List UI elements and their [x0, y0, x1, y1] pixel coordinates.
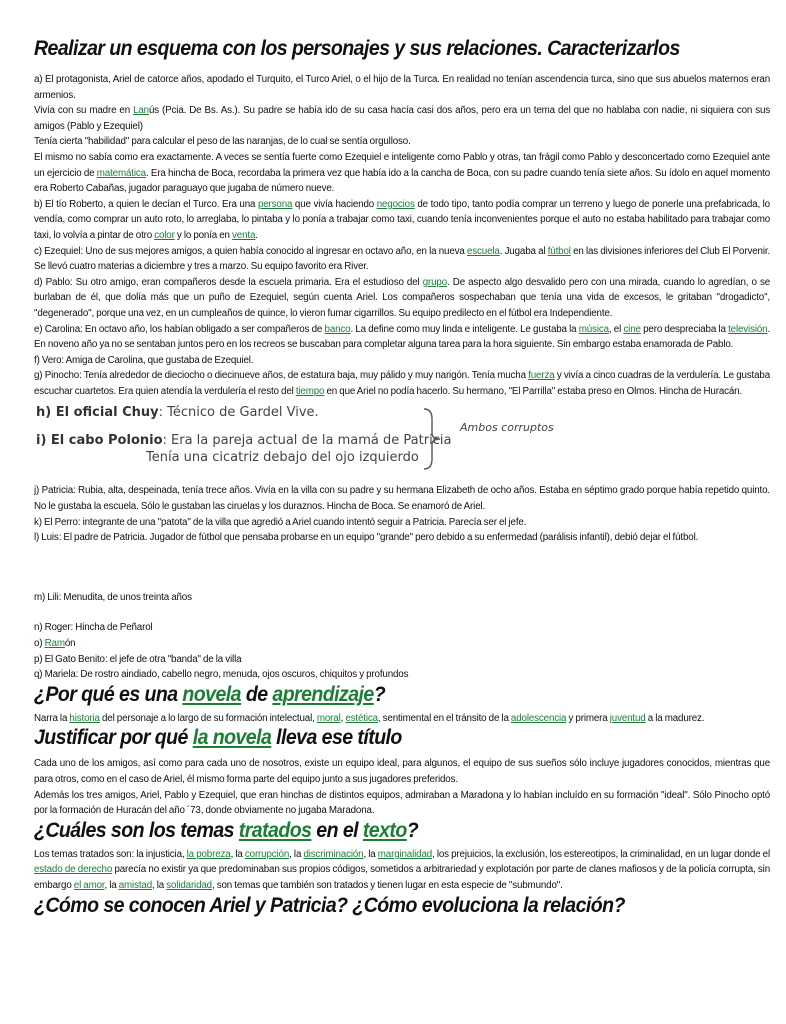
link-futbol[interactable]: fútbol	[547, 245, 571, 257]
heading-titulo: Justificar por qué la novela lleva ese título	[34, 726, 402, 750]
paragraph-a: a) El protagonista, Ariel de catorce años, apodado el Turquito, el Turco Ariel, o el hijo de la Turca. En realidad no tenían ascendencia turca, sino que sus abuelos maternos eran armenios.	[34, 74, 770, 101]
paragraph-g: g) Pinocho: Tenía alrededor de dieciocho o diecinueve años, de estatura baja, muy pálido y muy narigón. Tenía mucha fuerza y vivía a cinco cuadras de la verdulería. Le gustaba escuchar cuartetos. Era quien atendía la verdulería el resto del tiempo en que Ariel no podía hacerlo. Su hermano, "El Parrilla" estaba preso en Olmos. Hincha de Huracán.	[34, 370, 771, 397]
link-historia[interactable]: historia	[69, 712, 100, 724]
link-cine[interactable]: cine	[623, 323, 641, 335]
characters-figure	[34, 403, 770, 483]
paragraph-titulo-2: Además los tres amigos, Ariel, Pablo y Ezequiel, que eran hinchas de distintos equipos, admiraban a Maradona y lo habían incluído en su formación "ideal". Sólo Pinocho optó por la formación de Huracán del año ´73, donde obviamente no jugaba Maradona.	[34, 789, 770, 817]
link-color[interactable]: color	[154, 229, 175, 241]
link-tratados[interactable]: tratados	[238, 818, 312, 842]
paragraph-b: b) El tío Roberto, a quien le decían el Turco. Era una persona que vivía haciendo negocios de todo tipo, tanto podía comprar un terreno y luego de ponerle una prefabricada, lo vendía, como comprar un auto roto, lo arreglaba, lo pintaba y lo ponía a trabajar como taxi, cuando tenía inconvenientes porque el auto no estaba habilitado para trabajar como taxi, lo volvía a pintar de otro color y lo ponía en venta.	[34, 198, 770, 241]
paragraph-f: f) Vero: Amiga de Carolina, que gustaba de Ezequiel.	[34, 354, 254, 366]
paragraph-e: e) Carolina: En octavo año, los habían obligado a ser compañeros de banco. La define como muy linda e inteligente. Le gustaba la música, el cine pero despreciaba la televisión. En noveno año ya no se sentaban juntos pero en los recreos se buscaban para completar alguna tarea para la hora siguiente. Sin embargo estaba enamorada de Pablo.	[34, 323, 771, 351]
paragraph-a-4: El mismo no sabía como era exactamente. A veces se sentía fuerte como Ezequiel e inteligente como Pablo y otras, tan frágil como Pablo y desconcertado como Ezequiel ante un ejercicio de matemática. Era hincha de Boca, recordaba la primera vez que había ido a la cancha de Boca, con su padre cuando tenía siete años. Su ídolo en aquel momento era Roberto Cabañas, jugador paraguayo que jugaba de número nueve.	[34, 151, 771, 195]
heading-temas: ¿Cuáles son los temas tratados en el texto?	[34, 818, 419, 842]
link-musica[interactable]: música	[578, 323, 609, 335]
paragraph-o: o) Ramón	[34, 638, 76, 650]
paragraph-temas: Los temas tratados son: la injusticia, la pobreza, la corrupción, la discriminación, la marginalidad, los prejuicios, la exclusión, los estereotipos, la criminalidad, en un lugar donde el estado de derecho parecía no existir ya que predominaban sus propios códigos, sometidos a arbitrariedad y explotación por parte de clanes mafiosos y de la policía corrupta, sin embargo el amor, la amistad, la solidaridad, son temas que también son tratados y tienen lugar en esta especie de "submundo".	[34, 848, 770, 891]
link-estado-de-derecho[interactable]: estado de derecho	[34, 864, 113, 876]
paragraph-p: p) El Gato Benito: el jefe de otra "banda" de la villa	[34, 653, 242, 665]
link-escuela[interactable]: escuela	[466, 245, 500, 257]
figure-line-h: h) El oficial Chuy: Técnico de Gardel Vive.	[36, 405, 319, 421]
section-relacion	[34, 894, 770, 918]
figure-line-i: i) El cabo Polonio: Era la pareja actual de la mamá de Patricia	[36, 433, 452, 449]
heading-relacion: ¿Cómo se conocen Ariel y Patricia? ¿Cómo evoluciona la relación?	[34, 893, 625, 917]
link-ramon[interactable]: Ram	[44, 638, 65, 650]
figure-note: Ambos corruptos	[460, 421, 554, 435]
link-discriminacion[interactable]: discriminación	[303, 848, 364, 860]
link-marginalidad[interactable]: marginalidad	[377, 848, 433, 860]
section-temas	[34, 819, 770, 894]
spacer	[34, 605, 770, 620]
link-pobreza[interactable]: la pobreza	[186, 848, 231, 860]
link-lanus[interactable]: Lan	[133, 105, 149, 117]
page-title: Realizar un esquema con los personajes y sus relaciones. Caracterizarlos	[34, 37, 680, 60]
link-banco[interactable]: banco	[324, 323, 351, 335]
figure-line-i-2: Tenía una cicatriz debajo del ojo izquierdo	[146, 450, 419, 466]
link-television[interactable]: televisión	[728, 323, 768, 335]
paragraph-m: m) Lili: Menudita, de unos treinta años	[34, 591, 192, 603]
section-novela	[34, 683, 770, 727]
link-tiempo[interactable]: tiempo	[295, 385, 325, 397]
link-venta[interactable]: venta	[232, 229, 256, 241]
paragraph-q: q) Mariela: De rostro aindiado, cabello negro, menuda, ojos oscuros, chiquitos y profundos	[34, 669, 409, 681]
link-la-novela[interactable]: la novela	[192, 726, 272, 750]
link-aprendizaje[interactable]: aprendizaje	[272, 682, 374, 706]
paragraph-d: d) Pablo: Su otro amigo, eran compañeros desde la escuela primaria. Era el estudioso del grupo. De aspecto algo desvalido pero con una mirada, cuando lo agredían, o se burlaban de él, que dolía más que un puño de Ezequiel, según cuenta Ariel. Los compañeros sospechaban que tenía una vida de excesos, le gritaban "drogadicto", "degenerado", porque una vez, en un cumpleaños de quince, lo vieron fumar cigarrillos. Su equipo predilecto en el fútbol era Independiente.	[34, 276, 771, 319]
paragraph-c: c) Ezequiel: Uno de sus mejores amigos, a quien había conocido al ingresar en octavo año, en la nueva escuela. Jugaba al fútbol en las divisiones inferiores del Club El Porvenir. Se llevó cuatro materias a diciembre y tres a marzo. Su equipo favorito era River.	[34, 245, 770, 273]
link-negocios[interactable]: negocios	[376, 198, 415, 210]
paragraph-titulo-1: Cada uno de los amigos, así como para cada uno de nosotros, existe un equipo ideal, para algunos, el equipo de sus sueños sólo incluye jugadores conocidos, mientras que para otros, como en el caso de Ariel, él mismo forma parte del equipo junto a sus jugadores preferidos.	[34, 758, 770, 785]
link-amistad[interactable]: amistad	[118, 879, 152, 891]
link-fuerza[interactable]: fuerza	[528, 370, 555, 382]
link-grupo[interactable]: grupo	[422, 276, 448, 288]
spacer	[34, 546, 770, 590]
paragraph-a-2: Vivía con su madre en Lanús (Pcia. De Bs. As.). Su padre se había ido de su casa hacía casi dos años, pero era un tema del que no hablaba con nadie, ni siquiera con sus amigos (Pablo y Ezequiel)	[34, 105, 770, 132]
paragraph-novela: Narra la historia del personaje a lo largo de su formación intelectual, moral, estética, sentimental en el tránsito de la adolescencia y primera juventud a la madurez.	[34, 712, 705, 724]
heading-novela: ¿Por qué es una novela de aprendizaje?	[34, 682, 386, 706]
paragraph-n: n) Roger: Hincha de Peñarol	[34, 622, 153, 634]
link-el-amor[interactable]: el amor	[73, 879, 105, 891]
link-texto[interactable]: texto	[362, 818, 407, 842]
link-estetica[interactable]: estética	[345, 712, 378, 724]
link-juventud[interactable]: juventud	[609, 712, 646, 724]
link-corrupcion[interactable]: corrupción	[244, 848, 290, 860]
link-moral[interactable]: moral	[316, 712, 341, 724]
link-solidaridad[interactable]: solidaridad	[166, 879, 212, 891]
link-novela[interactable]: novela	[182, 682, 241, 706]
curly-brace-icon	[422, 407, 444, 471]
paragraph-a-3: Tenía cierta "habilidad" para calcular el peso de las naranjas, de lo cual se sentía orgulloso.	[34, 136, 411, 148]
section-titulo	[34, 726, 770, 818]
paragraph-l: l) Luis: El padre de Patricia. Jugador de fútbol que pensaba probarse en un equipo "grande" pero debido a su enfermedad (parálisis infantil), debió dejar el fútbol.	[34, 532, 699, 544]
link-matematica[interactable]: matemática	[96, 167, 146, 179]
link-persona[interactable]: persona	[257, 198, 293, 210]
paragraph-k: k) El Perro: integrante de una "patota" de la villa que agredió a Ariel cuando intentó seguir a Patricia. Parecía ser el jefe.	[34, 516, 527, 528]
paragraph-j: j) Patricia: Rubia, alta, despeinada, tenía trece años. Vivía en la villa con su padre y su hermana Elizabeth de ocho años. Estaba en séptimo grado porque había repetido quinto. No le gustaba la escuela. Sólo le gustaban las ciruelas y los duraznos. Hincha de Boca. Se enamoró de Ariel.	[34, 485, 771, 513]
link-adolescencia[interactable]: adolescencia	[510, 712, 567, 724]
